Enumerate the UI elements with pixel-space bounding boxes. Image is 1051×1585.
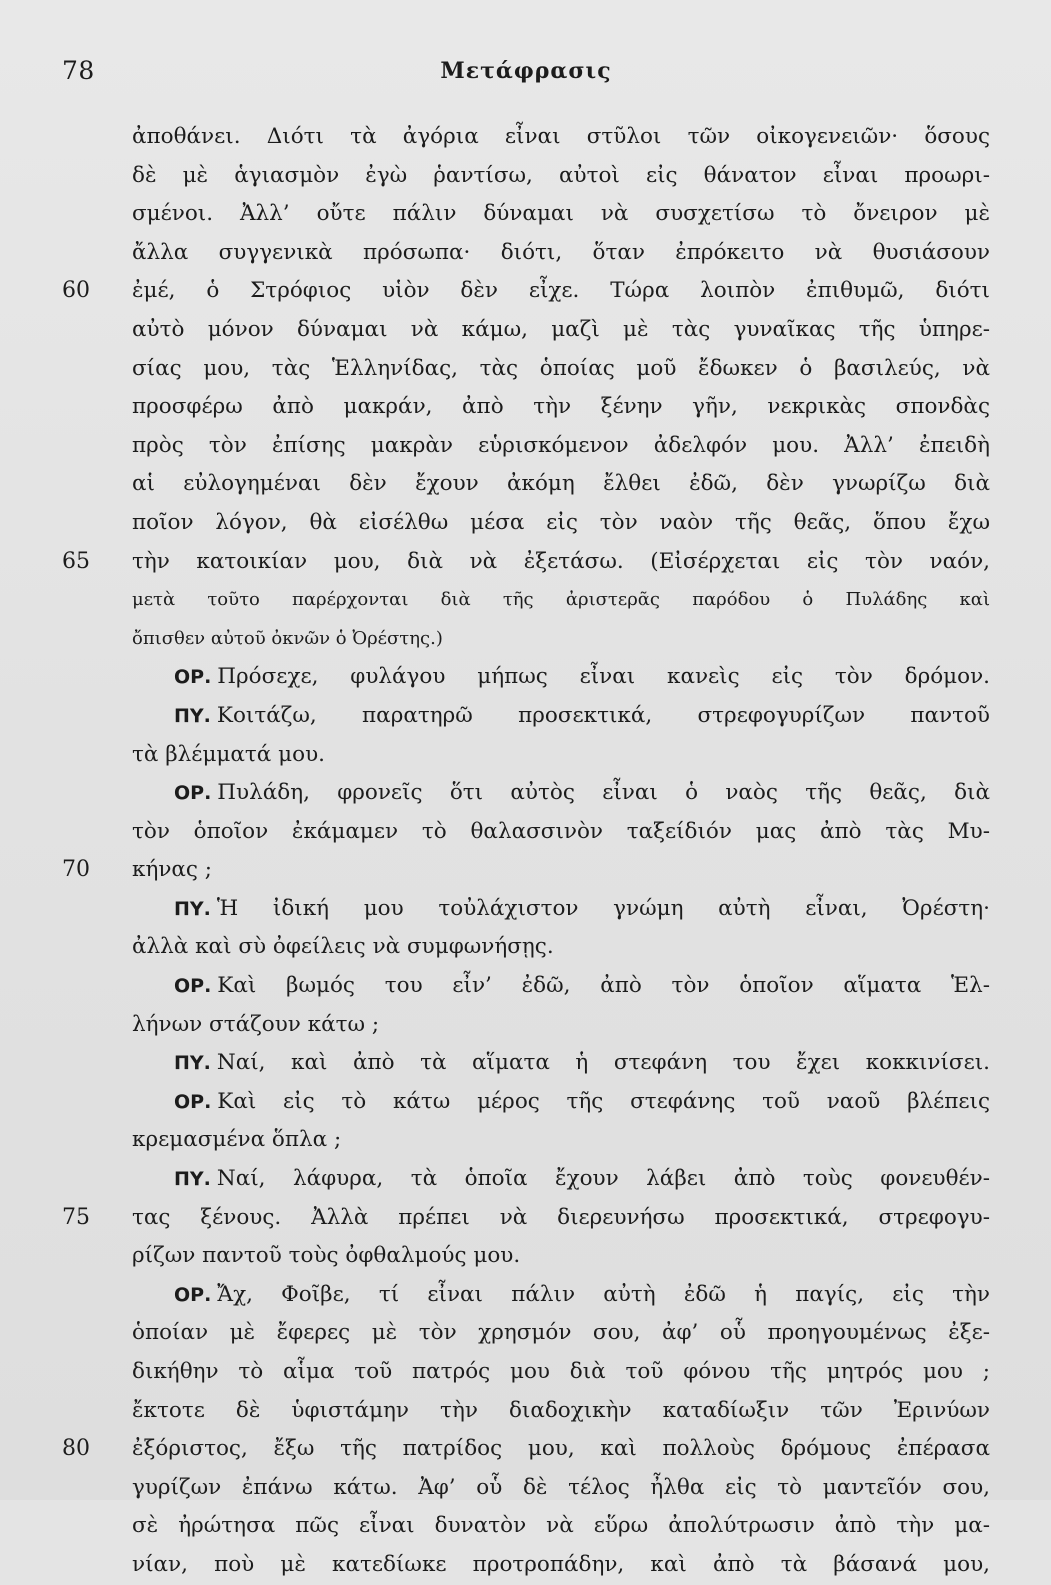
text-line: [62, 1006, 990, 1045]
dialogue-line: [62, 1044, 990, 1083]
text-line: [62, 311, 990, 350]
speaker-label: ΠΥ.: [174, 897, 211, 920]
text-line: [62, 1353, 990, 1392]
speaker-label: ΠΥ.: [174, 704, 211, 727]
line-content: αὐτὸ μόνον δύναμαι νὰ κάμω, μαζὶ μὲ τὰς γυναῖκας τῆς ὑπηρε-: [132, 316, 990, 342]
line-text: [132, 195, 990, 234]
dialogue-line: [62, 1160, 990, 1199]
text-line: [62, 1469, 990, 1508]
line-text: [132, 1469, 990, 1508]
line-text: [132, 543, 990, 582]
text-line: [62, 195, 990, 234]
speaker-label: ΟΡ.: [174, 1283, 212, 1306]
line-content: τας ξένους. Ἀλλὰ πρέπει νὰ διερευνήσω προσεκτικά, στρεφογυ-: [132, 1204, 990, 1230]
line-text: [132, 1430, 990, 1469]
speaker-label: ΟΡ.: [174, 666, 212, 689]
text-line: [62, 1507, 990, 1546]
line-content: τὰ βλέμματά μου.: [132, 741, 325, 767]
line-text: [132, 1353, 990, 1392]
line-text: [132, 311, 990, 350]
line-content: Ἡ ἰδική μου τοὐλάχιστον γνώμη αὐτὴ εἶναι, Ὀρέστη·: [216, 895, 990, 921]
line-text: [132, 350, 990, 389]
dialogue-line: [62, 890, 990, 929]
line-content: αἱ εὐλογημέναι δὲν ἔχουν ἀκόμη ἔλθει ἐδῶ, δὲν γνωρίζω διὰ: [132, 471, 990, 497]
line-text: [132, 928, 990, 967]
line-content: ρίζων παντοῦ τοὺς ὀφθαλμούς μου.: [132, 1243, 521, 1269]
line-text: [132, 851, 990, 890]
text-line: [62, 1121, 990, 1160]
line-text: [132, 1237, 990, 1276]
text-line: [62, 427, 990, 466]
text-line: [62, 272, 990, 311]
line-content: γυρίζων ἐπάνω κάτω. Ἀφ’ οὗ δὲ τέλος ἦλθα εἰς τὸ μαντεῖόν σου,: [132, 1474, 990, 1500]
text-line: [62, 1392, 990, 1431]
text-body: [62, 118, 990, 1585]
text-line: [62, 620, 990, 659]
text-line: [62, 851, 990, 890]
speaker-label: ΠΥ.: [174, 1052, 211, 1075]
text-line: [62, 1430, 990, 1469]
line-content: Ναί, καὶ ἀπὸ τὰ αἵματα ἡ στεφάνη του ἔχει κοκκινίσει.: [216, 1050, 990, 1076]
line-content: ἄλλα συγγενικὰ πρόσωπα· διότι, ὅταν ἐπρόκειτο νὰ θυσιάσουν: [132, 239, 990, 265]
line-content: τὴν κατοικίαν μου, διὰ νὰ ἐξετάσω. (Εἰσέρχεται εἰς τὸν ναόν,: [132, 548, 990, 574]
line-text: [132, 1006, 990, 1045]
dialogue-line: [62, 1083, 990, 1122]
line-content: δὲ μὲ ἁγιασμὸν ἐγὼ ῥαντίσω, αὐτοὶ εἰς θάνατον εἶναι προωρι-: [132, 162, 990, 188]
page-header: [62, 56, 990, 92]
line-text: [174, 1276, 990, 1315]
line-content: προσφέρω ἀπὸ μακράν, ἀπὸ τὴν ξένην γῆν, νεκρικὰς σπονδὰς: [132, 394, 990, 420]
line-text: [132, 581, 990, 620]
line-content: κρεμασμένα ὅπλα ;: [132, 1127, 342, 1153]
text-line: [62, 157, 990, 196]
line-content: μετὰ τοῦτο παρέρχονται διὰ τῆς ἀριστερᾶς παρόδου ὁ Πυλάδης καὶ: [132, 589, 990, 611]
speaker-label: ΟΡ.: [174, 1090, 212, 1113]
line-text: [174, 967, 990, 1006]
dialogue-line: [62, 967, 990, 1006]
line-content: ποῖον λόγον, θὰ εἰσέλθω μέσα εἰς τὸν ναὸν τῆς θεᾶς, ὅπου ἔχω: [132, 509, 990, 535]
line-text: [132, 427, 990, 466]
text-line: [62, 813, 990, 852]
line-content: σίας μου, τὰς Ἑλληνίδας, τὰς ὁποίας μοῦ ἔδωκεν ὁ βασιλεύς, νὰ: [132, 355, 990, 381]
text-line: [62, 1199, 990, 1238]
line-text: [132, 813, 990, 852]
line-text: [174, 890, 990, 929]
line-content: ἀποθάνει. Διότι τὰ ἀγόρια εἶναι στῦλοι τῶν οἰκογενειῶν· ὅσους: [132, 124, 990, 149]
text-line: [62, 1546, 990, 1585]
line-content: σὲ ἠρώτησα πῶς εἶναι δυνατὸν νὰ εὕρω ἀπολύτρωσιν ἀπὸ τὴν μα-: [132, 1513, 990, 1539]
line-content: Ἄχ, Φοῖβε, τί εἶναι πάλιν αὐτὴ ἐδῶ ἡ παγίς, εἰς τὴν: [217, 1281, 990, 1307]
line-text: [132, 620, 990, 659]
text-line: [62, 736, 990, 775]
text-line: [62, 465, 990, 504]
line-text: [132, 388, 990, 427]
line-content: νίαν, ποὺ μὲ κατεδίωκε προτροπάδην, καὶ ἀπὸ τὰ βάσανά μου,: [132, 1551, 990, 1577]
line-text: [174, 1160, 990, 1199]
line-text: [132, 118, 990, 157]
line-content: ἔκτοτε δὲ ὑφιστάμην τὴν διαδοχικὴν καταδίωξιν τῶν Ἐρινύων: [132, 1397, 990, 1423]
text-line: [62, 543, 990, 582]
line-text: [174, 1044, 990, 1083]
line-content: κήνας ;: [132, 857, 213, 883]
line-text: [132, 1121, 990, 1160]
line-content: δικήθην τὸ αἷμα τοῦ πατρός μου διὰ τοῦ φόνου τῆς μητρός μου ;: [132, 1359, 990, 1384]
line-content: Κοιτάζω, παρατηρῶ προσεκτικά, στρεφογυρίζων παντοῦ: [216, 702, 990, 728]
line-text: [132, 504, 990, 543]
dialogue-line: [62, 1276, 990, 1315]
dialogue-line: [62, 774, 990, 813]
line-text: [132, 1392, 990, 1431]
line-text: [132, 736, 990, 775]
text-line: [62, 581, 990, 620]
line-content: ὄπισθεν αὐτοῦ ὀκνῶν ὁ Ὀρέστης.): [132, 627, 443, 649]
line-content: ἐξόριστος, ἔξω τῆς πατρίδος μου, καὶ πολλοὺς δρόμους ἐπέρασα: [132, 1436, 990, 1462]
text-line: [62, 504, 990, 543]
line-content: ἀλλὰ καὶ σὺ ὀφείλεις νὰ συμφωνήσῃς.: [132, 934, 554, 960]
line-content: τὸν ὁποῖον ἐκάμαμεν τὸ θαλασσινὸν ταξείδιόν μας ἀπὸ τὰς Μυ-: [132, 818, 990, 844]
text-line: [62, 234, 990, 273]
text-line: [62, 350, 990, 389]
speaker-label: ΟΡ.: [174, 782, 212, 805]
line-content: σμένοι. Ἀλλ’ οὔτε πάλιν δύναμαι νὰ συσχετίσω τὸ ὄνειρον μὲ: [132, 201, 990, 227]
line-number: 60: [62, 278, 90, 304]
speaker-label: ΟΡ.: [174, 975, 212, 998]
text-line: [62, 1314, 990, 1353]
line-content: λήνων στάζουν κάτω ;: [132, 1011, 380, 1037]
line-text: [132, 272, 990, 311]
page-number: 78: [62, 56, 95, 85]
dialogue-line: [62, 697, 990, 736]
text-line: [62, 1237, 990, 1276]
line-content: ὁποίαν μὲ ἔφερες μὲ τὸν χρησμόν σου, ἀφ’ οὗ προηγουμένως ἐξε-: [132, 1320, 990, 1346]
line-content: πρὸς τὸν ἐπίσης μακρὰν εὑρισκόμενον ἀδελφόν μου. Ἀλλ’ ἐπειδὴ: [132, 432, 990, 458]
text-line: [62, 928, 990, 967]
line-text: [132, 465, 990, 504]
line-content: Πρόσεχε, φυλάγου μήπως εἶναι κανεὶς εἰς τὸν δρόμον.: [217, 664, 990, 690]
line-number: 65: [62, 548, 90, 574]
speaker-label: ΠΥ.: [174, 1168, 211, 1191]
line-content: Καὶ βωμός του εἶν’ ἐδῶ, ἀπὸ τὸν ὁποῖον αἵματα Ἑλ-: [217, 973, 990, 999]
text-line: [62, 118, 990, 157]
line-number: 80: [62, 1436, 90, 1462]
line-text: [174, 697, 990, 736]
line-content: Καὶ εἰς τὸ κάτω μέρος τῆς στεφάνης τοῦ ναοῦ βλέπεις: [217, 1088, 990, 1114]
text-line: [62, 388, 990, 427]
running-title: Μετάφρασις: [440, 58, 612, 84]
line-text: [132, 1314, 990, 1353]
line-text: [174, 658, 990, 697]
line-text: [174, 1083, 990, 1122]
line-text: [132, 1199, 990, 1238]
line-text: [132, 1546, 990, 1585]
line-text: [132, 234, 990, 273]
line-text: [132, 157, 990, 196]
line-content: Πυλάδη, φρονεῖς ὅτι αὐτὸς εἶναι ὁ ναὸς τῆς θεᾶς, διὰ: [217, 780, 990, 806]
line-content: Ναί, λάφυρα, τὰ ὁποῖα ἔχουν λάβει ἀπὸ τοὺς φονευθέν-: [216, 1166, 990, 1192]
line-content: ἐμέ, ὁ Στρόφιος υἱὸν δὲν εἶχε. Τώρα λοιπὸν ἐπιθυμῶ, διότι: [132, 278, 990, 304]
line-text: [132, 1507, 990, 1546]
line-text: [174, 774, 990, 813]
line-number: 70: [62, 857, 90, 883]
line-number: 75: [62, 1204, 90, 1230]
dialogue-line: [62, 658, 990, 697]
